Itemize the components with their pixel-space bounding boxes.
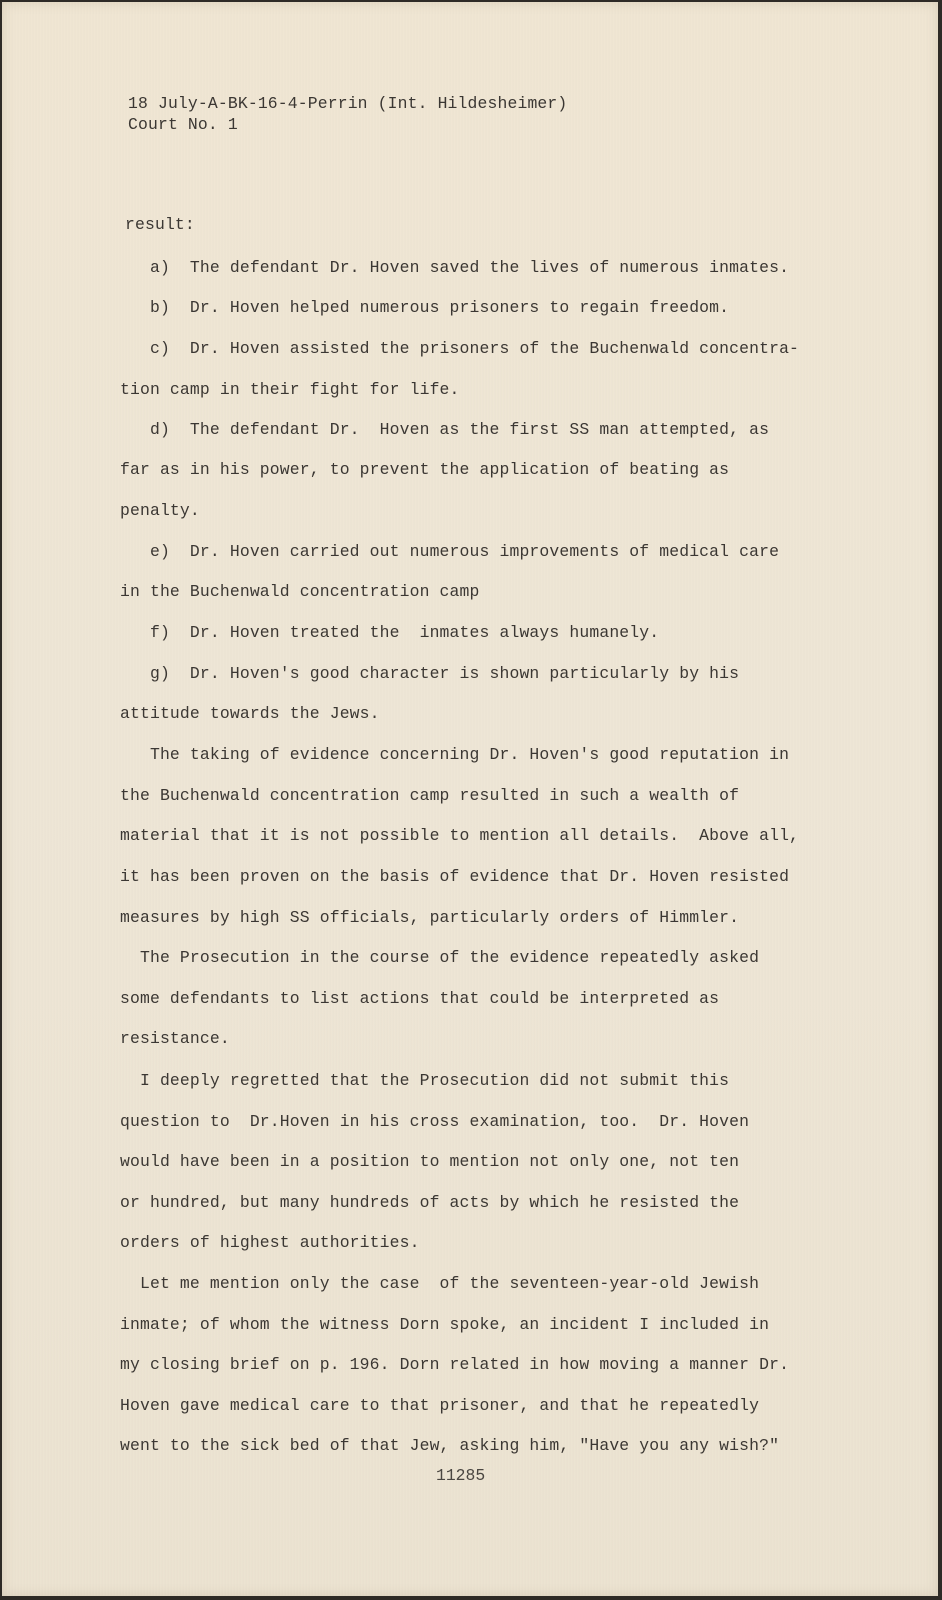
body-line: Let me mention only the case of the seventeen-year-old Jewish bbox=[120, 1274, 760, 1293]
body-line: orders of highest authorities. bbox=[120, 1233, 420, 1252]
body-line: The taking of evidence concerning Dr. Hoven's good reputation in bbox=[120, 745, 790, 764]
body-line: result: bbox=[125, 215, 195, 234]
body-line: tion camp in their fight for life. bbox=[120, 380, 460, 399]
body-line: I deeply regretted that the Prosecution did not submit this bbox=[120, 1071, 730, 1090]
body-line: attitude towards the Jews. bbox=[120, 704, 380, 723]
body-line: material that it is not possible to mention all details. Above all, bbox=[120, 826, 800, 845]
body-line: Hoven gave medical care to that prisoner, and that he repeatedly bbox=[120, 1396, 760, 1415]
body-line: inmate; of whom the witness Dorn spoke, an incident I included in bbox=[120, 1315, 770, 1334]
body-line: the Buchenwald concentration camp resulted in such a wealth of bbox=[120, 786, 740, 805]
body-line: b) Dr. Hoven helped numerous prisoners to regain freedom. bbox=[120, 298, 730, 317]
header-line-2: Court No. 1 bbox=[128, 115, 238, 134]
body-line: would have been in a position to mention not only one, not ten bbox=[120, 1152, 740, 1171]
body-line: a) The defendant Dr. Hoven saved the lives of numerous inmates. bbox=[120, 258, 790, 277]
page-number: 11285 bbox=[436, 1466, 486, 1485]
body-line: c) Dr. Hoven assisted the prisoners of the Buchenwald concentra- bbox=[120, 339, 800, 358]
body-line: g) Dr. Hoven's good character is shown particularly by his bbox=[120, 664, 740, 683]
body-line: measures by high SS officials, particularly orders of Himmler. bbox=[120, 908, 740, 927]
body-line: it has been proven on the basis of evidence that Dr. Hoven resisted bbox=[120, 867, 790, 886]
body-line: question to Dr.Hoven in his cross examination, too. Dr. Hoven bbox=[120, 1112, 750, 1131]
body-line: in the Buchenwald concentration camp bbox=[120, 582, 480, 601]
body-line: went to the sick bed of that Jew, asking him, "Have you any wish?" bbox=[120, 1436, 780, 1455]
body-line: The Prosecution in the course of the evidence repeatedly asked bbox=[120, 948, 760, 967]
body-line: or hundred, but many hundreds of acts by which he resisted the bbox=[120, 1193, 740, 1212]
body-line: far as in his power, to prevent the application of beating as bbox=[120, 460, 730, 479]
body-line: penalty. bbox=[120, 501, 200, 520]
body-line: some defendants to list actions that could be interpreted as bbox=[120, 989, 720, 1008]
header-line-1: 18 July-A-BK-16-4-Perrin (Int. Hildesheimer) bbox=[128, 94, 568, 113]
document-page bbox=[2, 2, 938, 1596]
body-line: e) Dr. Hoven carried out numerous improvements of medical care bbox=[120, 542, 780, 561]
body-line: my closing brief on p. 196. Dorn related in how moving a manner Dr. bbox=[120, 1355, 790, 1374]
body-line: resistance. bbox=[120, 1029, 230, 1048]
body-line: d) The defendant Dr. Hoven as the first SS man attempted, as bbox=[120, 420, 770, 439]
body-line: f) Dr. Hoven treated the inmates always humanely. bbox=[120, 623, 660, 642]
